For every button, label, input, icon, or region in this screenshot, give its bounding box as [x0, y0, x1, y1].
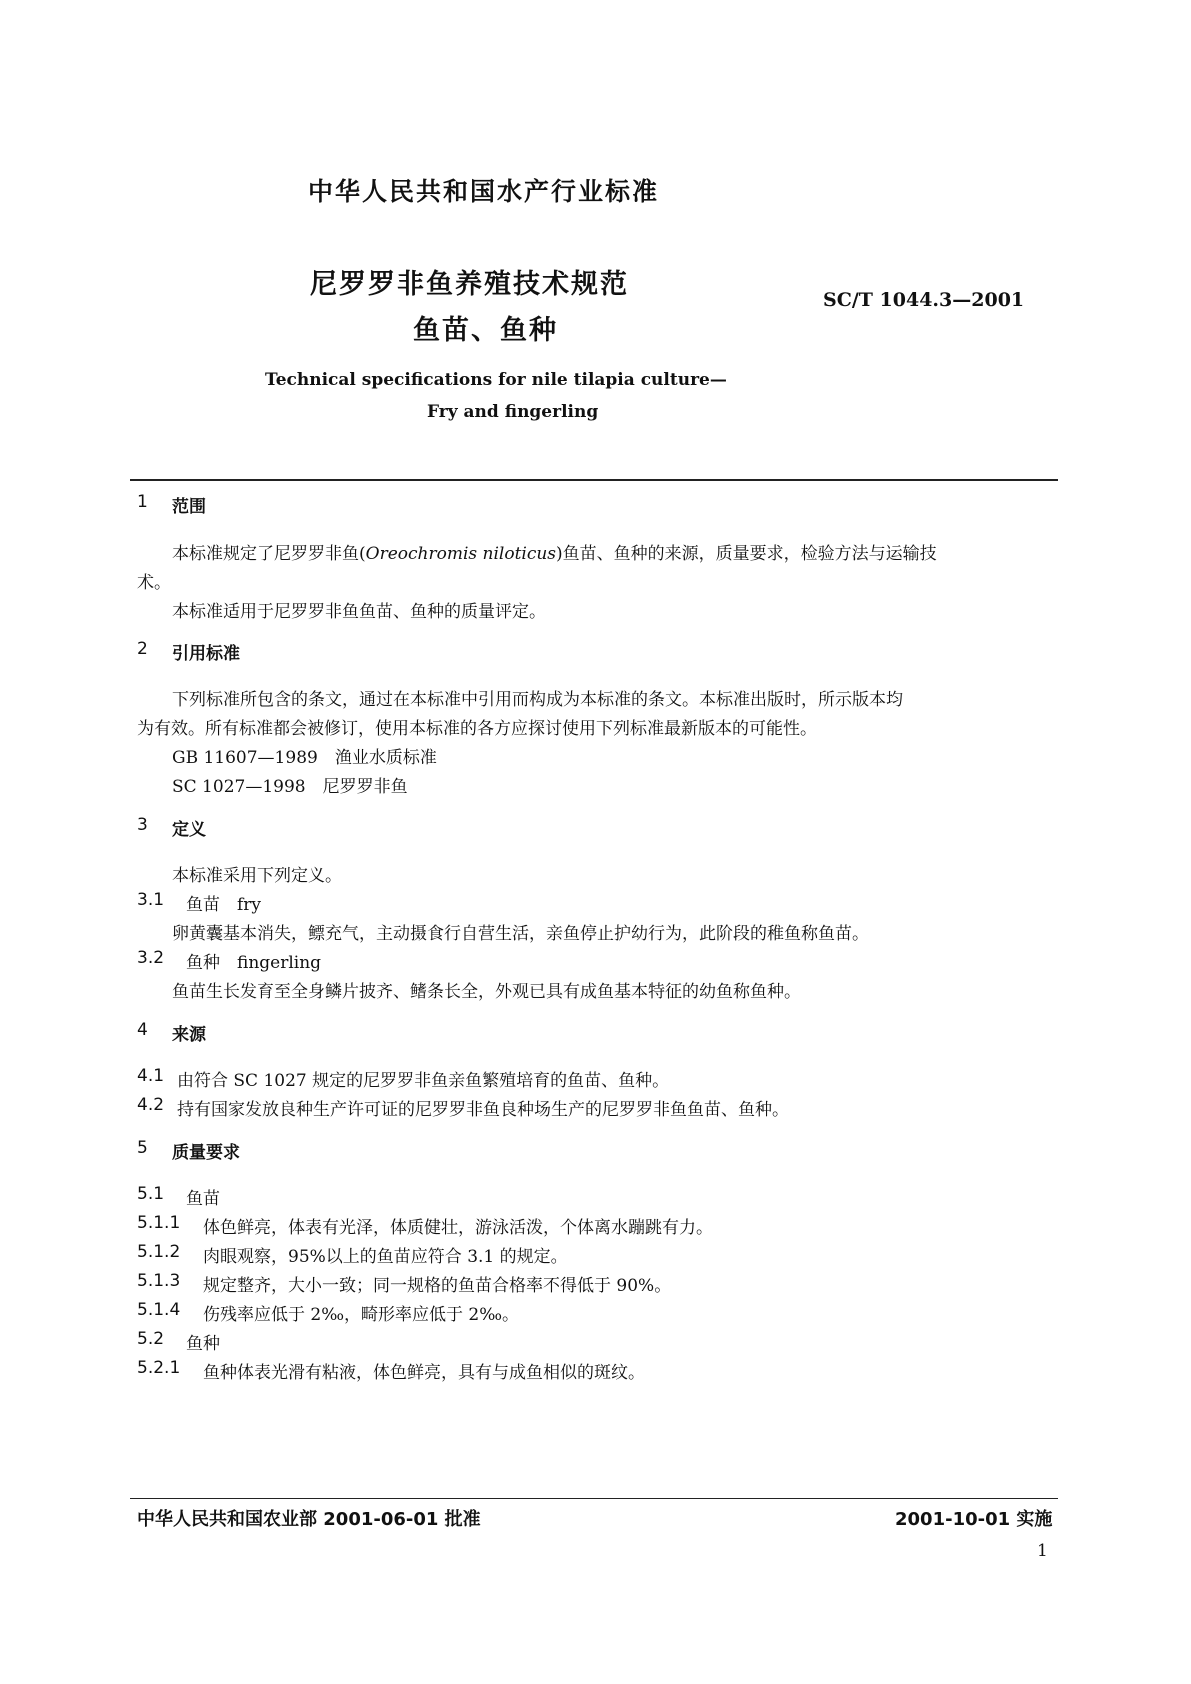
subsection-5-2-number: 5.2: [137, 1329, 165, 1349]
effective-date: 2001-10-01 实施: [895, 1509, 1053, 1530]
clause-5-2-1-number: 5.2.1: [137, 1358, 181, 1378]
section-3-heading: 定义: [172, 820, 206, 840]
clause-5-1-1-number: 5.1.1: [137, 1213, 181, 1233]
header-divider: [130, 479, 1058, 481]
section-2-number: 2: [137, 639, 148, 659]
section-2-paragraph-1: 下列标准所包含的条文，通过在本标准中引用而构成为本标准的条文。本标准出版时，所示版本均: [172, 690, 903, 710]
clause-5-2-1-text: 鱼种体表光滑有粘液，体色鲜亮，具有与成鱼相似的斑纹。: [203, 1363, 645, 1383]
page-number: 1: [1037, 1541, 1048, 1561]
clause-5-1-2-number: 5.1.2: [137, 1242, 181, 1262]
item-4-2-number: 4.2: [137, 1095, 165, 1115]
reference-1: GB 11607—1989 渔业水质标准: [172, 748, 437, 768]
definition-3-2-text: 鱼苗生长发育至全身鳞片披齐、鳍条长全，外观已具有成鱼基本特征的幼鱼称鱼种。: [172, 982, 801, 1002]
definition-3-1-text: 卵黄囊基本消失，鳔充气，主动摄食行自营生活，亲鱼停止护幼行为，此阶段的稚鱼称鱼苗。: [172, 924, 869, 944]
section-4-number: 4: [137, 1020, 148, 1040]
definition-3-1-number: 3.1: [137, 890, 165, 910]
document-subtitle: 鱼苗、鱼种: [413, 315, 558, 346]
english-title-line1: Technical specifications for nile tilapia culture—: [265, 370, 727, 390]
section-1-paragraph-2: 本标准适用于尼罗罗非鱼鱼苗、鱼种的质量评定。: [172, 602, 546, 622]
standard-code: SC/T 1044.3—2001: [823, 289, 1025, 311]
clause-5-1-1-text: 体色鲜亮，体表有光泽，体质健壮，游泳活泼，个体离水蹦跳有力。: [203, 1218, 713, 1238]
section-1-number: 1: [137, 492, 148, 512]
section-4-heading: 来源: [172, 1025, 206, 1045]
footer-divider: [130, 1498, 1058, 1499]
section-3-intro: 本标准采用下列定义。: [172, 866, 342, 886]
english-title-line2: Fry and fingerling: [427, 402, 599, 422]
section-1-paragraph-1-cont: 术。: [137, 573, 171, 593]
definition-3-1-term: 鱼苗 fry: [186, 895, 262, 915]
item-4-1-number: 4.1: [137, 1066, 165, 1086]
section-5-number: 5: [137, 1138, 148, 1158]
section-1-heading: 范围: [172, 497, 206, 517]
clause-5-1-3-text: 规定整齐，大小一致；同一规格的鱼苗合格率不得低于 90%。: [203, 1276, 672, 1296]
section-2-paragraph-1-cont: 为有效。所有标准都会被修订，使用本标准的各方应探讨使用下列标准最新版本的可能性。: [137, 719, 817, 739]
subsection-5-2-title: 鱼种: [186, 1334, 220, 1354]
clause-5-1-3-number: 5.1.3: [137, 1271, 181, 1291]
section-2-heading: 引用标准: [172, 644, 240, 664]
reference-2: SC 1027—1998 尼罗罗非鱼: [172, 777, 408, 797]
section-3-number: 3: [137, 815, 148, 835]
subsection-5-1-number: 5.1: [137, 1184, 165, 1204]
section-1-paragraph-1: 本标准规定了尼罗罗非鱼(Oreochromis niloticus)鱼苗、鱼种的来源，质量要求，检验方法与运输技: [172, 544, 937, 564]
clause-5-1-4-text: 伤残率应低于 2‰，畸形率应低于 2‰。: [203, 1305, 520, 1325]
subsection-5-1-title: 鱼苗: [186, 1189, 220, 1209]
item-4-1-text: 由符合 SC 1027 规定的尼罗罗非鱼亲鱼繁殖培育的鱼苗、鱼种。: [177, 1071, 670, 1091]
definition-3-2-number: 3.2: [137, 948, 165, 968]
header-org: 中华人民共和国水产行业标准: [308, 177, 660, 206]
approval-statement: 中华人民共和国农业部 2001-06-01 批准: [137, 1509, 481, 1530]
clause-5-1-2-text: 肉眼观察，95%以上的鱼苗应符合 3.1 的规定。: [203, 1247, 568, 1267]
document-title: 尼罗罗非鱼养殖技术规范: [310, 269, 629, 300]
clause-5-1-4-number: 5.1.4: [137, 1300, 181, 1320]
definition-3-2-term: 鱼种 fingerling: [186, 953, 322, 973]
item-4-2-text: 持有国家发放良种生产许可证的尼罗罗非鱼良种场生产的尼罗罗非鱼鱼苗、鱼种。: [177, 1100, 789, 1120]
section-5-heading: 质量要求: [172, 1143, 240, 1163]
